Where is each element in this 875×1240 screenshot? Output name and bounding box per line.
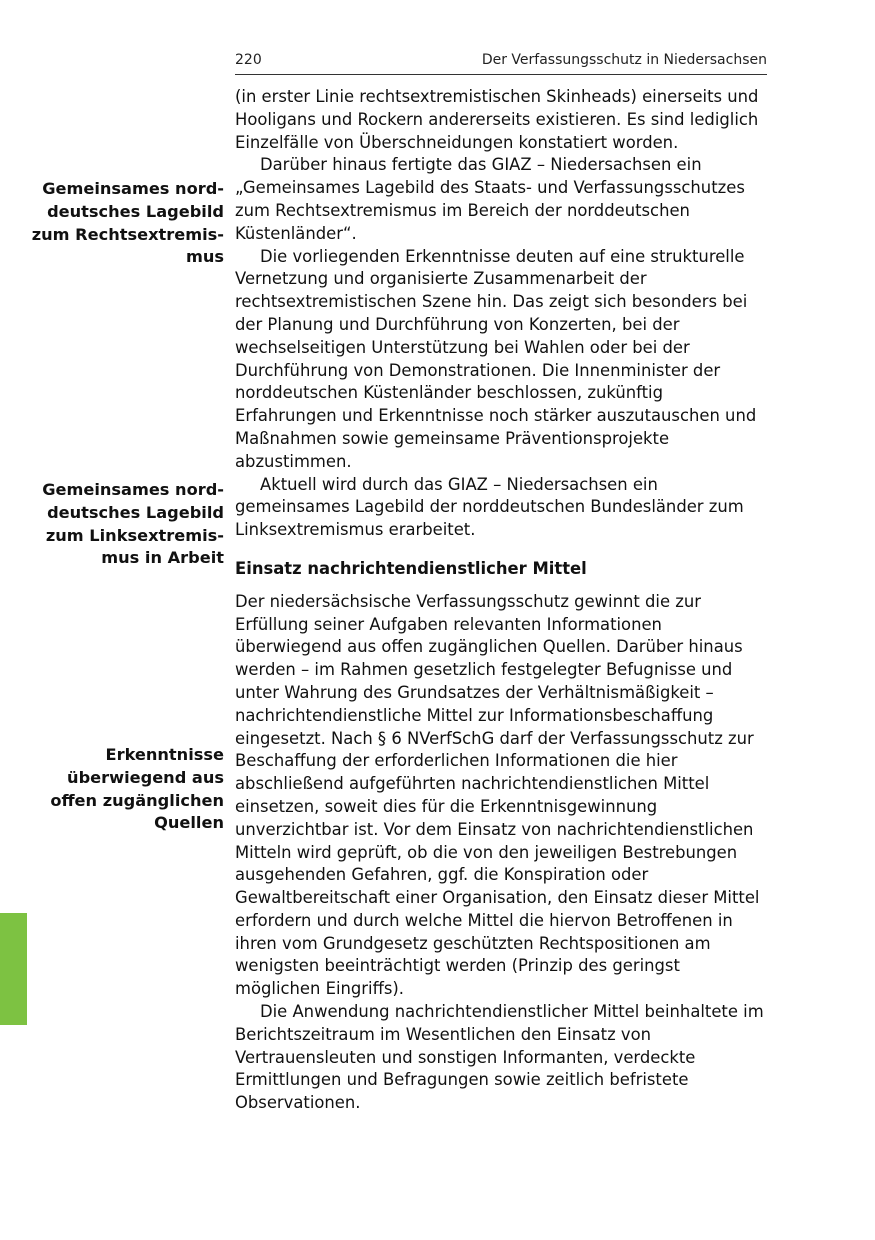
margin-note-line: deutsches Lagebild	[47, 502, 224, 522]
margin-note-line: zum Linksextremis-	[45, 525, 224, 545]
margin-note-line: überwiegend aus	[67, 767, 224, 787]
paragraph: Die Anwendung nachrichtendienstlicher Mittel beinhaltete im Berichtszeitraum im Wesentlichen den Einsatz von Vertrauensleuten und sonstigen Informanten, verdeckte Ermittlungen und Befragungen sowie zeitlich befristete Observationen.	[235, 1002, 764, 1113]
paragraph: (in erster Linie rechtsextremistischen Skinheads) einerseits und Hooligans und Rockern andererseits existieren. Es sind lediglich Einzelfälle von Überschneidungen konstatiert worden.	[235, 87, 759, 152]
chapter-tab-marker	[0, 913, 27, 1025]
paragraph: Die vorliegenden Erkenntnisse deuten auf eine strukturelle Vernetzung und organisierte Zusammenarbeit der rechtsextremistischen Szene hin. Das zeigt sich besonders bei der Planung und Durchführung von Konzerten, bei der wechselseitigen Unterstützung bei Wahlen oder bei der Durchführung von Demonstrationen. Die Innenminister der norddeutschen Küstenländer beschlossen, zukünftig Erfahrungen und Erkenntnisse noch stärker auszutauschen und Maßnahmen sowie gemeinsame Präventionsprojekte abzustimmen.	[235, 246, 757, 471]
margin-note-line: mus in Arbeit	[101, 548, 224, 568]
margin-note-line: deutsches Lagebild	[47, 201, 224, 221]
margin-note-erkenntnisse	[20, 744, 224, 835]
margin-note-linksextremismus	[20, 479, 224, 570]
margin-note-rechtsextremismus	[20, 178, 224, 269]
paragraph: Darüber hinaus fertigte das GIAZ – Niedersachsen ein „Gemeinsames Lagebild des Staats- und Verfassungsschutzes zum Rechtsextremismus im Bereich der norddeutschen Küstenländer“.	[235, 155, 745, 243]
section-heading: Einsatz nachrichtendienstlicher Mittel	[235, 558, 587, 578]
paragraph: Aktuell wird durch das GIAZ – Niedersachsen ein gemeinsames Lagebild der norddeutschen Bundesländer zum Linksextremismus erarbeitet.	[235, 474, 744, 540]
margin-note-line: Quellen	[154, 813, 224, 833]
page-number: 220	[235, 52, 262, 68]
main-text-column	[235, 86, 767, 1115]
margin-note-line: zum Rechtsextremis-	[31, 224, 224, 244]
margin-note-line: Gemeinsames nord-	[42, 179, 224, 198]
margin-note-line: offen zugänglichen	[50, 790, 224, 810]
margin-note-line: Erkenntnisse	[105, 745, 224, 764]
paragraph: Der niedersächsische Verfassungsschutz gewinnt die zur Erfüllung seiner Aufgaben relevanten Informationen überwiegend aus offen zugänglichen Quellen. Darüber hinaus werden – im Rahmen gesetzlich festgelegter Befugnisse und unter Wahrung des Grundsatzes der Verhältnismäßigkeit – nachrichtendienstliche Mittel zur Informationsbeschaffung eingesetzt. Nach § 6 NVerfSchG darf der Verfassungsschutz zur Beschaffung der erforderlichen Informationen die hier abschließend aufgeführten nachrichtendienstlichen Mittel einsetzen, soweit dies für die Erkenntnisgewinnung unverzichtbar ist. Vor dem Einsatz von nachrichtendienstlichen Mitteln wird geprüft, ob die von den jeweiligen Bestrebungen ausgehenden Gefahren, ggf. die Konspiration oder Gewaltbereitschaft einer Organisation, den Einsatz dieser Mittel erfordern und durch welche Mittel die hiervon Betroffenen in ihren vom Grundgesetz geschützten Rechtspositionen am wenigsten beeinträchtigt werden (Prinzip des geringst möglichen Eingriffs).	[235, 591, 760, 999]
margin-note-line: mus	[185, 247, 224, 267]
margin-note-line: Gemeinsames nord-	[42, 480, 224, 499]
running-title: Der Verfassungsschutz in Niedersachsen	[481, 52, 767, 68]
page-header	[235, 52, 767, 75]
